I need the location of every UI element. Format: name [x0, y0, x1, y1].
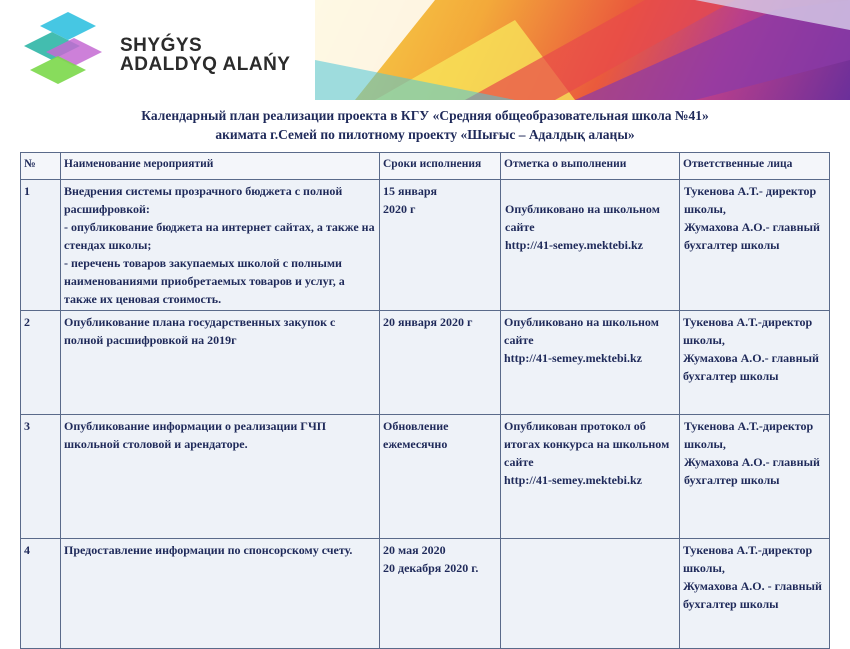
responsible-text: Тукенова А.Т.-директор школы, [684, 419, 814, 451]
deadline-text: 20 мая 2020 [383, 543, 446, 557]
activity-text: - опубликование бюджета на интернет сайтах, а также на стендах школы; [64, 220, 375, 252]
status-link[interactable]: http://41-semey.mektebi.kz [504, 473, 642, 487]
deadline-text: 15 января [383, 184, 438, 198]
activity-text: Опубликование плана государственных закупок с полной расшифровкой на 2019г [64, 315, 336, 347]
responsible-text: Жумахова А.О. - главный бухгалтер школы [683, 579, 822, 611]
responsible-cell [680, 539, 830, 649]
row-number: 4 [21, 539, 61, 649]
status-text: Опубликовано на школьном сайте [505, 202, 660, 234]
status-link[interactable]: http://41-semey.mektebi.kz [505, 238, 643, 252]
responsible-cell [680, 180, 830, 311]
row-number: 2 [21, 311, 61, 415]
status-text [505, 182, 676, 200]
table-row [21, 311, 830, 415]
responsible-cell [680, 311, 830, 415]
activity-cell [61, 311, 380, 415]
column-header-number: № [21, 153, 61, 180]
deadline-text: Обновление ежемесячно [383, 419, 449, 451]
deadline-text: 20 декабря 2020 г. [383, 561, 479, 575]
row-number: 1 [21, 180, 61, 311]
activity-text: Предоставление информации по спонсорскому счету. [64, 543, 353, 557]
deadline-cell [380, 539, 501, 649]
status-cell [501, 539, 680, 649]
responsible-text: Тукенова А.Т.- директор школы, [684, 184, 817, 216]
deadline-cell [380, 311, 501, 415]
responsible-cell [680, 415, 830, 539]
logo-icon [10, 8, 120, 94]
plan-table [20, 152, 830, 649]
activity-text: Внедрения системы прозрачного бюджета с полной расшифровкой: [64, 184, 343, 216]
status-link[interactable]: http://41-semey.mektebi.kz [504, 351, 642, 365]
status-cell [501, 311, 680, 415]
brand-name [120, 36, 290, 74]
table-row [21, 180, 830, 311]
activity-cell [61, 415, 380, 539]
column-header-deadline: Сроки исполнения [380, 153, 501, 180]
activity-text: - перечень товаров закупаемых школой с полными наименованиями приобретаемых товаров и услуг, а также их ценовая стоимость. [64, 256, 345, 306]
activity-cell [61, 539, 380, 649]
decorative-gradient-art [315, 0, 850, 100]
page-title [0, 106, 850, 144]
column-header-status: Отметка о выполнении [501, 153, 680, 180]
status-cell [501, 180, 680, 311]
responsible-text: Тукенова А.Т.-директор школы, [683, 315, 813, 347]
status-text: Опубликован протокол об итогах конкурса на школьном сайте [504, 419, 670, 469]
table-row [21, 539, 830, 649]
row-number: 3 [21, 415, 61, 539]
status-cell [501, 415, 680, 539]
title-line-2: акимата г.Семей по пилотному проекту «Шығыс – Адалдық алаңы» [215, 127, 635, 142]
brand-line-2: ADALDYQ ALAŃY [120, 54, 291, 75]
status-text: Опубликовано на школьном сайте [504, 315, 659, 347]
title-line-1: Календарный план реализации проекта в КГУ «Средняя общеобразовательная школа №41» [141, 108, 709, 123]
responsible-text: Жумахова А.О.- главный бухгалтер школы [684, 455, 820, 487]
brand-line-1: SHYǴYS [120, 35, 203, 56]
responsible-text: Жумахова А.О.- главный бухгалтер школы [684, 220, 820, 252]
responsible-text: Жумахова А.О.- главный бухгалтер школы [683, 351, 819, 383]
header-banner [0, 0, 850, 100]
deadline-text: 20 января 2020 г [383, 315, 473, 329]
ribbon-art-icon [315, 0, 850, 100]
table-header-row [21, 153, 830, 180]
responsible-text: Тукенова А.Т.-директор школы, [683, 543, 813, 575]
table-row [21, 415, 830, 539]
column-header-responsible: Ответственные лица [680, 153, 830, 180]
deadline-cell [380, 415, 501, 539]
activity-text: Опубликование информации о реализации ГЧП школьной столовой и арендаторе. [64, 419, 327, 451]
deadline-text: 2020 г [383, 202, 416, 216]
column-header-activity: Наименование мероприятий [61, 153, 380, 180]
deadline-cell [380, 180, 501, 311]
activity-cell [61, 180, 380, 311]
